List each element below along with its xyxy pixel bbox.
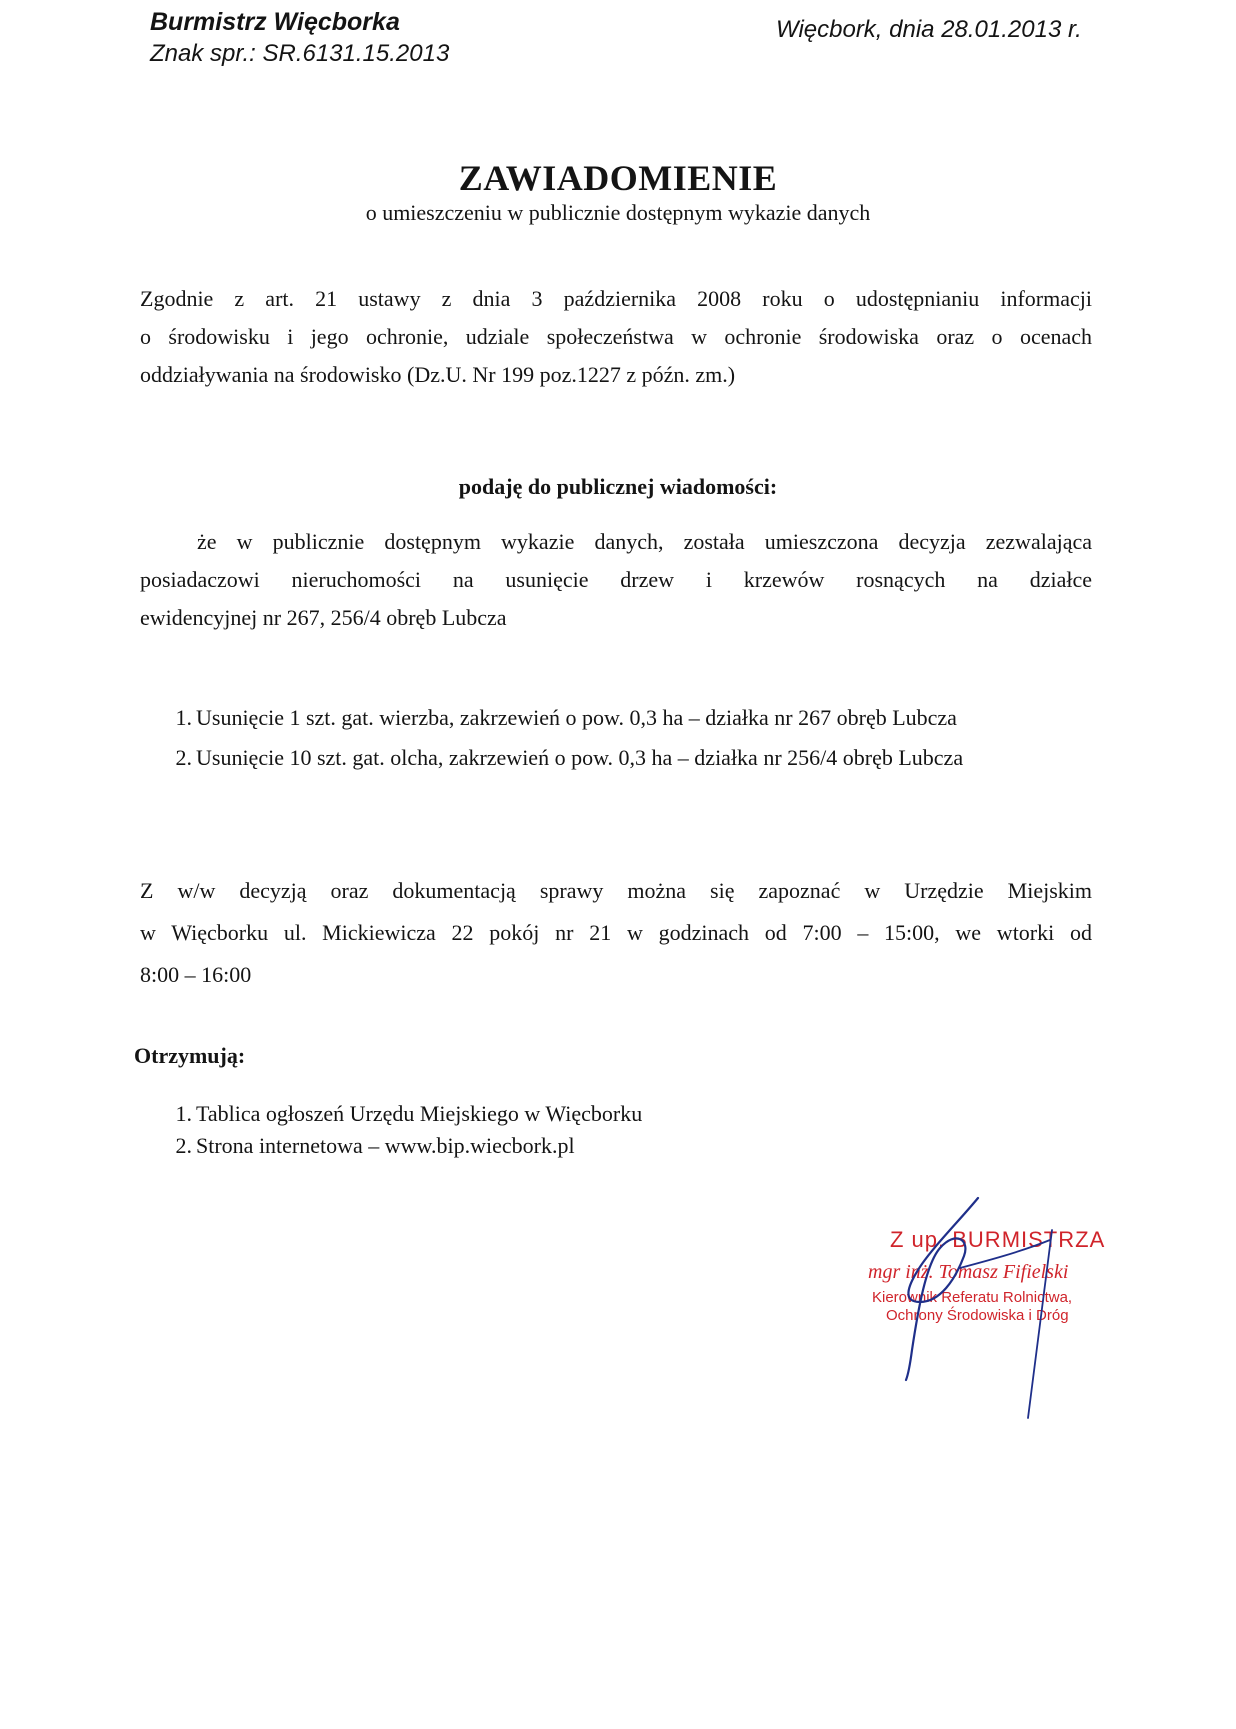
access-info-line: w Więcborku ul. Mickiewicza 22 pokój nr 21 w godzinach od 7:00 – 15:00, we wtorki od [140,920,1092,945]
access-info-line: Z w/w decyzją oraz dokumentacją sprawy można się zapoznać w Urzędzie Miejskim [140,878,1092,903]
decision-paragraph [140,523,1092,637]
issuing-authority: Burmistrz Więcborka [150,8,400,36]
handwritten-signature [860,1190,1110,1430]
stamp-title: Z up. BURMISTRZA [890,1227,1106,1252]
document-title: ZAWIADOMIENIE [458,158,778,198]
case-reference: Znak spr.: SR.6131.15.2013 [150,40,450,67]
recipients-list [168,1098,642,1162]
access-info-line: 8:00 – 16:00 [140,962,252,987]
decision-line: że w publicznie dostępnym wykazie danych, została umieszczona decyzja zezwalająca [197,529,1092,554]
decision-line: posiadaczowi nieruchomości na usunięcie drzew i krzewów rosnących na działce [140,567,1092,592]
list-item-text: Strona internetowa – www.bip.wiecbork.pl [196,1133,575,1158]
recipients-heading: Otrzymują: [134,1043,246,1068]
legal-basis-line: oddziaływania na środowisko (Dz.U. Nr 199 poz.1227 z późn. zm.) [140,362,736,387]
document-subtitle: o umieszczeniu w publicznie dostępnym wykazie danych [365,200,871,225]
list-item [168,738,963,778]
stamp-position: Kierownik Referatu Rolnictwa, [872,1289,1073,1306]
stamp-signatory: mgr inż. Tomasz Fifielski [868,1261,1069,1283]
list-number: 2. [175,745,192,770]
tree-removal-list [168,698,963,778]
legal-basis-paragraph [140,280,1092,394]
announcement-heading: podaję do publicznej wiadomości: [458,474,778,499]
list-item-text: Usunięcie 10 szt. gat. olcha, zakrzewień o pow. 0,3 ha – działka nr 256/4 obręb Lubcza [196,745,964,770]
stamp-department: Ochrony Środowiska i Dróg [886,1307,1069,1324]
list-item [168,1098,642,1130]
list-number: 2. [175,1133,192,1158]
list-item-text: Usunięcie 1 szt. gat. wierzba, zakrzewień o pow. 0,3 ha – działka nr 267 obręb Lubcza [196,705,957,730]
list-number: 1. [175,705,192,730]
legal-basis-line: Zgodnie z art. 21 ustawy z dnia 3 października 2008 roku o udostępnianiu informacji [140,286,1092,311]
legal-basis-line: o środowisku i jego ochronie, udziale społeczeństwa w ochronie środowiska oraz o ocenach [140,324,1092,349]
decision-line: ewidencyjnej nr 267, 256/4 obręb Lubcza [140,605,507,630]
list-item-text: Tablica ogłoszeń Urzędu Miejskiego w Więcborku [196,1101,643,1126]
place-and-date: Więcbork, dnia 28.01.2013 r. [776,16,1082,43]
list-number: 1. [175,1101,192,1126]
list-item [168,1130,642,1162]
access-info-paragraph [140,870,1092,996]
list-item [168,698,963,738]
